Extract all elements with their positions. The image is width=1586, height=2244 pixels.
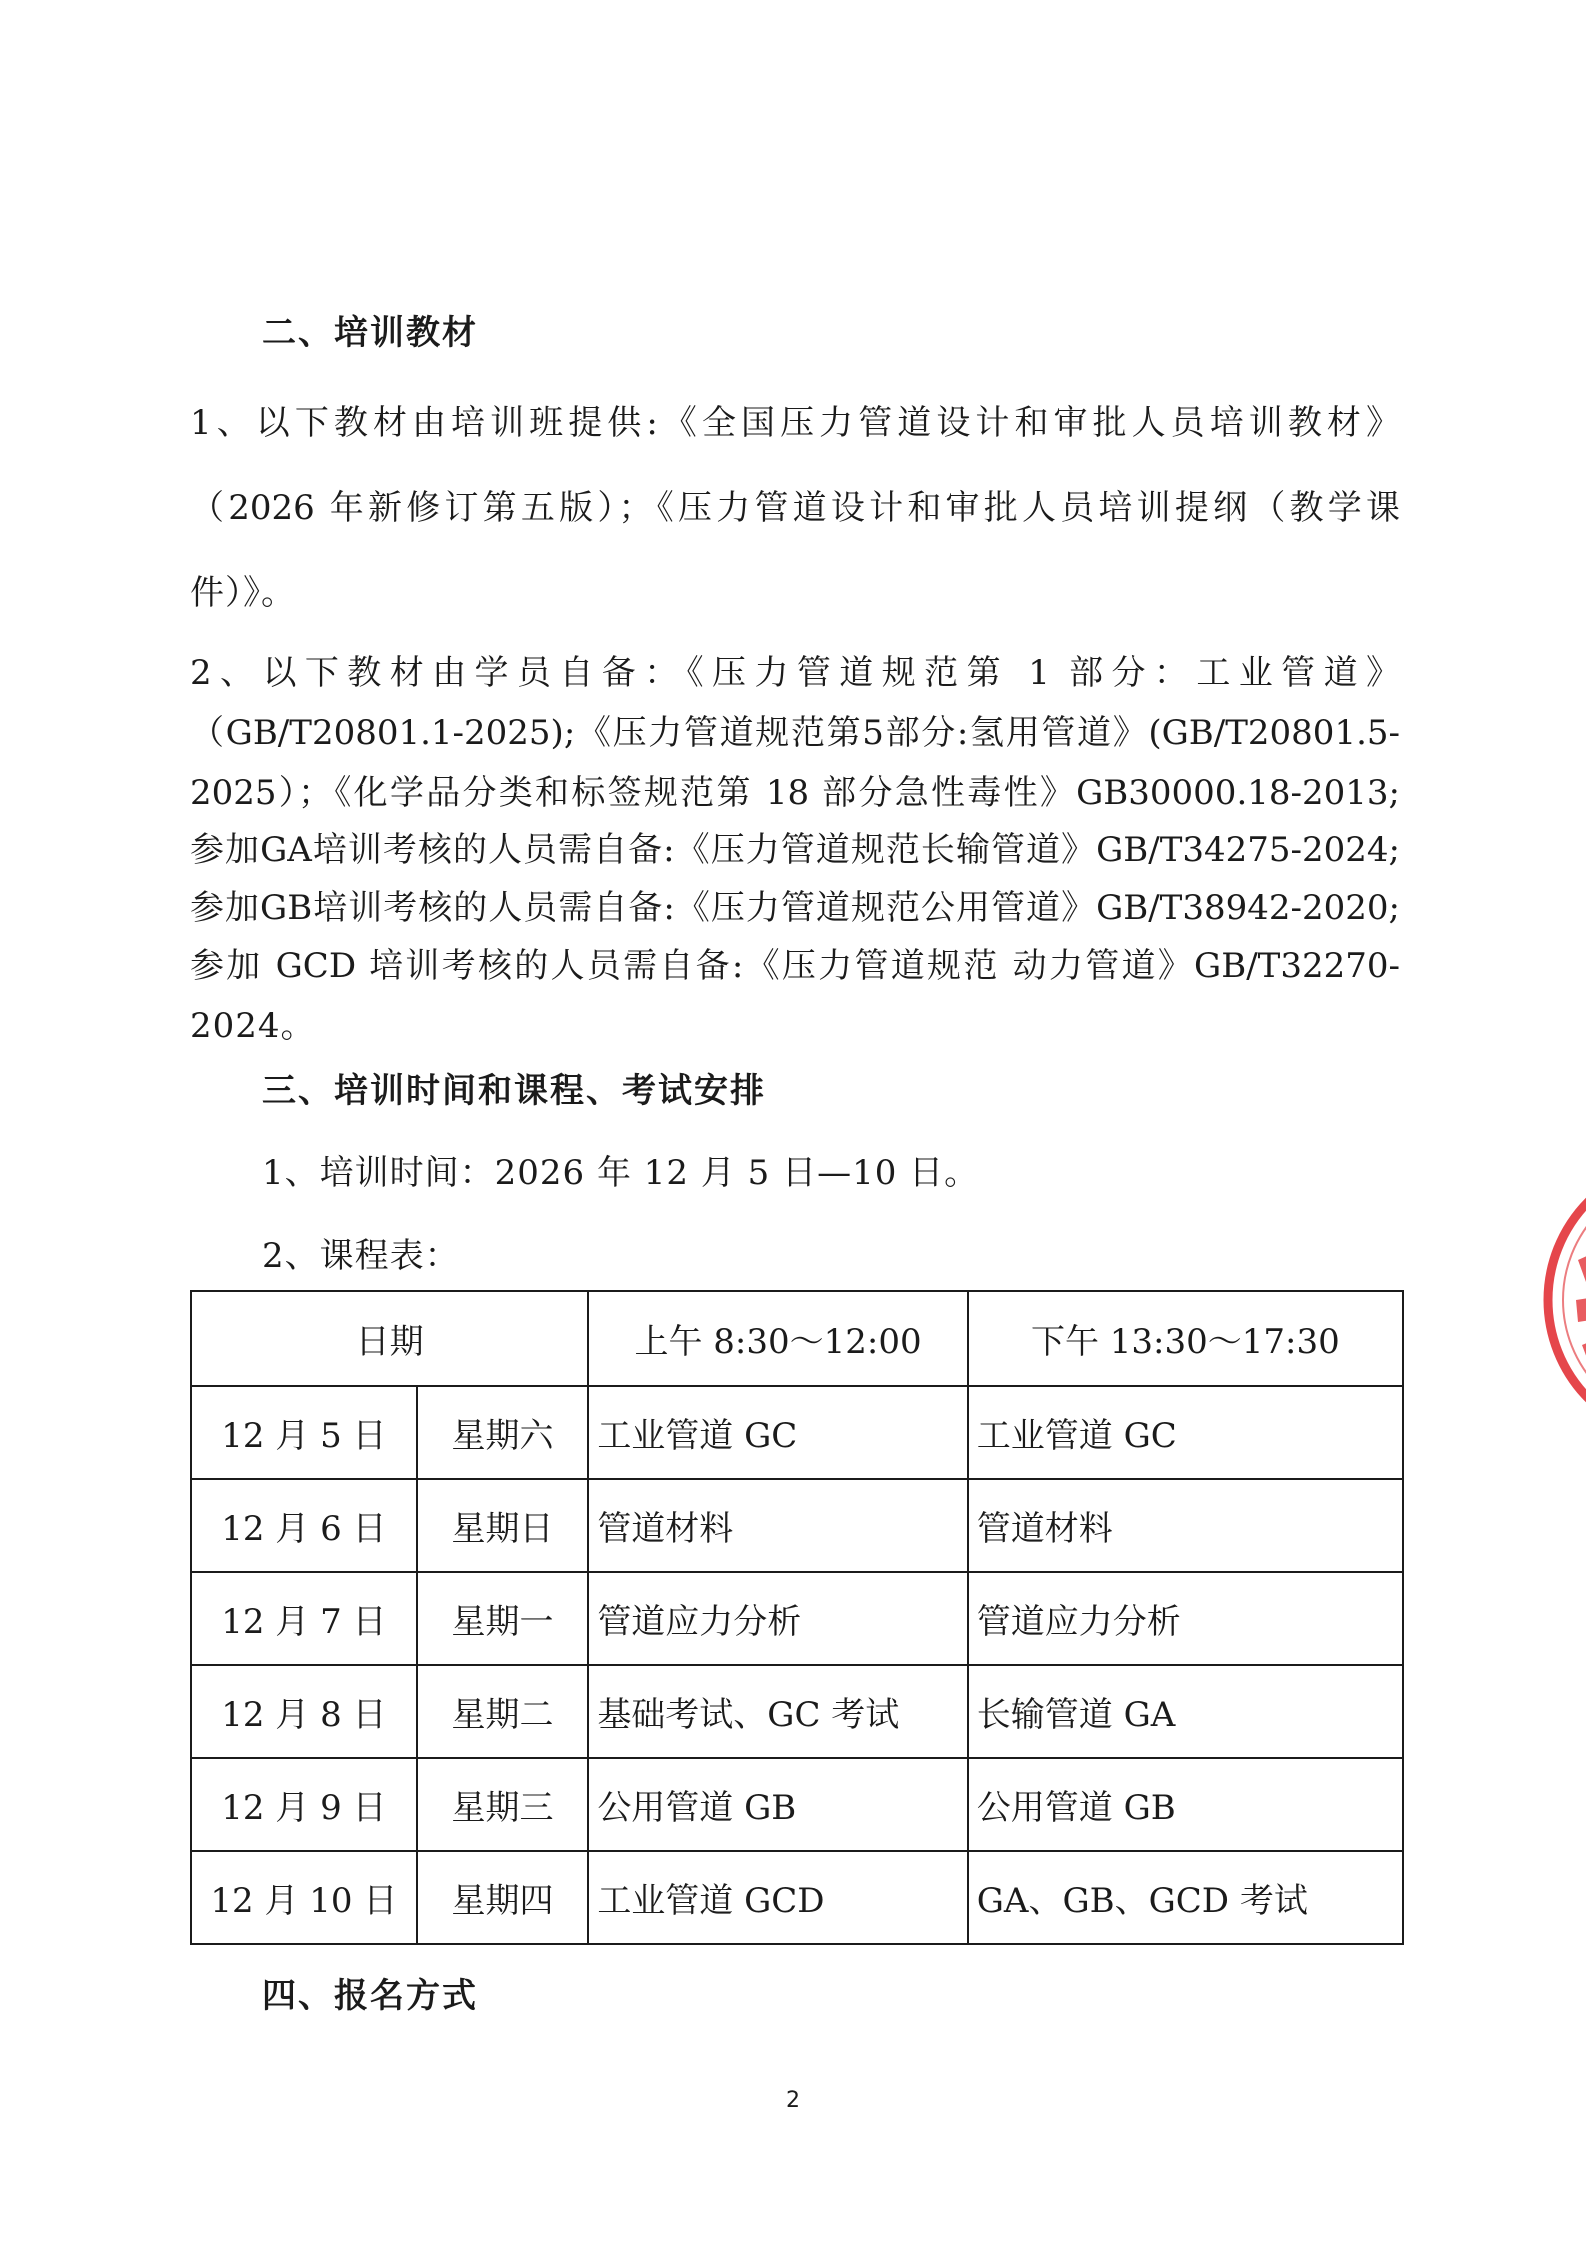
row-weekday: 星期六: [417, 1386, 589, 1479]
section-4-heading: 四、报名方式: [262, 1976, 478, 2016]
row-afternoon: 管道材料: [968, 1479, 1403, 1572]
row-date: 12 月 10 日: [191, 1851, 417, 1944]
section-2-heading: 二、培训教材: [262, 313, 478, 353]
row-morning: 工业管道 GCD: [588, 1851, 967, 1944]
row-date: 12 月 8 日: [191, 1665, 417, 1758]
table-row: [191, 1851, 1403, 1944]
red-seal-stamp-icon: [1538, 1150, 1586, 1450]
row-date: 12 月 9 日: [191, 1758, 417, 1851]
row-morning: 管道材料: [588, 1479, 967, 1572]
table-row: [191, 1758, 1403, 1851]
section-2-item-1-line-1: 1、以下教材由培训班提供:《全国压力管道设计和审批人员培训教材》: [190, 403, 1400, 443]
row-afternoon: 公用管道 GB: [968, 1758, 1403, 1851]
row-afternoon: 工业管道 GC: [968, 1386, 1403, 1479]
row-weekday: 星期三: [417, 1758, 589, 1851]
section-2-item-2-line-1: 2、以下教材由学员自备：《压力管道规范第 1 部分：工业管道》: [190, 653, 1400, 693]
header-afternoon: 下午 13:30～17:30: [968, 1291, 1403, 1386]
row-weekday: 星期日: [417, 1479, 589, 1572]
section-2-item-2-line-2: （GB/T20801.1-2025);《压力管道规范第5部分:氢用管道》(GB/T20801.5-: [190, 713, 1400, 753]
row-date: 12 月 5 日: [191, 1386, 417, 1479]
row-weekday: 星期一: [417, 1572, 589, 1665]
section-2-item-2-line-6: 参加 GCD 培训考核的人员需自备:《压力管道规范 动力管道》GB/T32270-: [190, 946, 1400, 986]
row-weekday: 星期四: [417, 1851, 589, 1944]
row-weekday: 星期二: [417, 1665, 589, 1758]
row-morning: 公用管道 GB: [588, 1758, 967, 1851]
section-3-heading: 三、培训时间和课程、考试安排: [262, 1071, 766, 1111]
row-afternoon: GA、GB、GCD 考试: [968, 1851, 1403, 1944]
section-2-item-1-line-3: 件）》。: [190, 573, 296, 613]
page-number: 2: [786, 2088, 800, 2113]
table-row: [191, 1572, 1403, 1665]
section-2-item-2-line-3: 2025）；《化学品分类和标签规范第 18 部分急性毒性》GB30000.18-2013;: [190, 773, 1400, 813]
schedule-label: 2、课程表：: [262, 1236, 460, 1276]
header-morning: 上午 8:30～12:00: [588, 1291, 967, 1386]
header-date: 日期: [191, 1291, 588, 1386]
section-2-item-2-line-4: 参加GA培训考核的人员需自备:《压力管道规范长输管道》GB/T34275-2024;: [190, 830, 1400, 870]
section-2-item-2-line-7: 2024。: [190, 1006, 316, 1046]
table-header-row: [191, 1291, 1403, 1386]
row-morning: 工业管道 GC: [588, 1386, 967, 1479]
row-morning: 管道应力分析: [588, 1572, 967, 1665]
table-row: [191, 1386, 1403, 1479]
section-2-item-1-line-2: （2026 年新修订第五版）；《压力管道设计和审批人员培训提纲（教学课: [190, 488, 1400, 528]
row-date: 12 月 7 日: [191, 1572, 417, 1665]
course-schedule-table: [190, 1290, 1404, 1945]
table-row: [191, 1665, 1403, 1758]
row-afternoon: 管道应力分析: [968, 1572, 1403, 1665]
section-2-item-2-line-5: 参加GB培训考核的人员需自备:《压力管道规范公用管道》GB/T38942-2020;: [190, 888, 1400, 928]
row-date: 12 月 6 日: [191, 1479, 417, 1572]
row-afternoon: 长输管道 GA: [968, 1665, 1403, 1758]
training-time: 1、培训时间：2026 年 12 月 5 日—10 日。: [262, 1153, 980, 1193]
row-morning: 基础考试、GC 考试: [588, 1665, 967, 1758]
table-row: [191, 1479, 1403, 1572]
